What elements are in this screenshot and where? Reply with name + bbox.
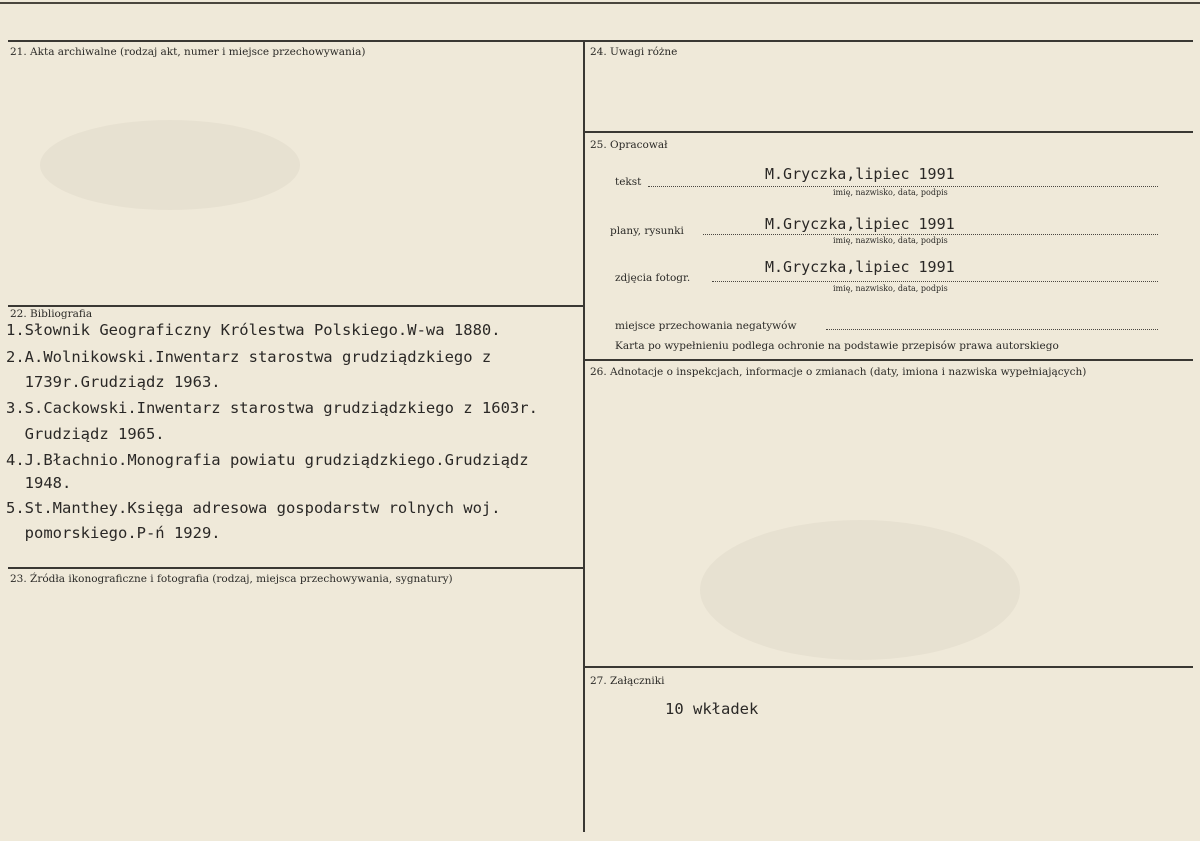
section-22-label: 22. Bibliografia (10, 308, 93, 320)
field-photos-caption: imię, nazwisko, data, podpis (833, 284, 948, 293)
bibliography-line: 1948. (6, 474, 72, 492)
field-plans-caption: imię, nazwisko, data, podpis (833, 236, 948, 245)
copyright-note: Karta po wypełnieniu podlega ochronie na podstawie przepisów prawa autorskiego (615, 340, 1059, 352)
bibliography-line: 3.S.Cackowski.Inwentarz starostwa grudziądzkiego z 1603r. (6, 399, 538, 417)
field-text-line (648, 186, 1158, 187)
negatives-label: miejsce przechowania negatywów (615, 320, 797, 332)
bibliography-line: Grudziądz 1965. (6, 425, 165, 443)
bibliography-line: 1739r.Grudziądz 1963. (6, 373, 221, 391)
section-25-rule (583, 131, 1193, 133)
field-plans-label: plany, rysunki (610, 225, 684, 237)
field-text-label: tekst (615, 176, 642, 188)
section-21-rule (8, 40, 583, 42)
field-plans-value: M.Gryczka,lipiec 1991 (765, 215, 955, 233)
bibliography-line: 5.St.Manthey.Księga adresowa gospodarstw rolnych woj. (6, 499, 501, 517)
top-border (0, 2, 1200, 4)
field-photos-label: zdjęcia fotogr. (615, 272, 691, 284)
section-24-rule (583, 40, 1193, 42)
field-plans-line (703, 234, 1158, 235)
section-25-label: 25. Opracował (590, 139, 668, 151)
bibliography-line: 2.A.Wolnikowski.Inwentarz starostwa grudziądzkiego z (6, 348, 492, 366)
section-21-label: 21. Akta archiwalne (rodzaj akt, numer i miejsce przechowywania) (10, 46, 366, 58)
bibliography-line: 1.Słownik Geograficzny Królestwa Polskiego.W-wa 1880. (6, 321, 501, 339)
section-24-label: 24. Uwagi różne (590, 46, 678, 58)
column-divider (583, 40, 585, 832)
bibliography-line: pomorskiego.P-ń 1929. (6, 524, 221, 542)
section-23-label: 23. Źródła ikonograficzne i fotografia (rodzaj, miejsca przechowywania, sygnatury) (10, 573, 453, 585)
attachments-value: 10 wkładek (665, 700, 759, 718)
section-26-rule (583, 359, 1193, 361)
section-23-rule (8, 567, 583, 569)
field-photos-value: M.Gryczka,lipiec 1991 (765, 258, 955, 276)
field-text-value: M.Gryczka,lipiec 1991 (765, 165, 955, 183)
paper-stain (700, 520, 1020, 660)
negatives-line (826, 329, 1158, 330)
field-text-caption: imię, nazwisko, data, podpis (833, 188, 948, 197)
bibliography-line: 4.J.Błachnio.Monografia powiatu grudziądzkiego.Grudziądz (6, 451, 529, 469)
section-22-rule (8, 305, 583, 307)
section-27-rule (583, 666, 1193, 668)
section-26-label: 26. Adnotacje o inspekcjach, informacje o zmianach (daty, imiona i nazwiska wypełniających) (590, 366, 1087, 378)
paper-stain (40, 120, 300, 210)
section-27-label: 27. Załączniki (590, 675, 665, 687)
field-photos-line (712, 281, 1158, 282)
